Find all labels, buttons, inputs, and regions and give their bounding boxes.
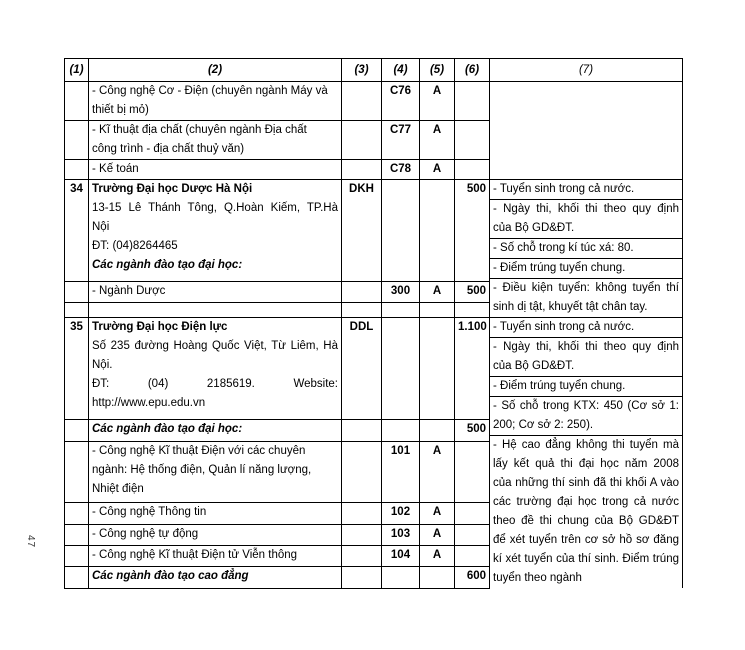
major-name: - Công nghệ Kĩ thuật Điện với các chuyên ngành: Hệ thống điện, Quản lí năng lượng, Nhiệt điện xyxy=(89,441,342,503)
school-info: Trường Đại học Dược Hà Nội 13-15 Lê Thánh Tông, Q.Hoàn Kiếm, TP.Hà Nội ĐT: (04)8264465 Các ngành đào tạo đại học: xyxy=(89,180,342,282)
major-code: 103 xyxy=(382,524,420,545)
col-header-2: (2) xyxy=(89,59,342,82)
school-address: Số 235 đường Hoàng Quốc Việt, Từ Liêm, Hà xyxy=(92,340,338,352)
admission-table xyxy=(64,58,683,589)
exam-block: A xyxy=(420,503,455,524)
col-header-1: (1) xyxy=(65,59,89,82)
school-phone: ĐT: (04)8264465 xyxy=(92,240,178,252)
school-name: Trường Đại học Điện lực xyxy=(92,321,228,333)
header-row xyxy=(65,59,683,82)
exam-block: A xyxy=(420,160,455,180)
section-quota: 500 xyxy=(455,420,490,441)
school-stt: 35 xyxy=(65,318,89,420)
table-row xyxy=(65,82,683,121)
col-header-7: (7) xyxy=(490,59,683,82)
school-name: Trường Đại học Dược Hà Nội xyxy=(92,183,253,195)
col-header-5: (5) xyxy=(420,59,455,82)
major-code: 300 xyxy=(382,281,420,302)
school-row-34 xyxy=(65,180,683,282)
major-code: 101 xyxy=(382,441,420,503)
page-number: 47 xyxy=(25,535,36,549)
major-code: 102 xyxy=(382,503,420,524)
school-website: http://www.epu.edu.vn xyxy=(92,397,206,409)
school-quota: 1.100 xyxy=(455,318,490,420)
school-quota: 500 xyxy=(455,180,490,282)
notes-cell xyxy=(490,82,683,180)
school-row-35 xyxy=(65,318,683,420)
school-phone: ĐT: (04) 2185619. Website: xyxy=(92,378,338,390)
major-name: - Kĩ thuật địa chất (chuyên ngành Địa chất công trình - địa chất thuỷ văn) xyxy=(89,121,342,160)
exam-block: A xyxy=(420,82,455,121)
major-name: - Ngành Dược xyxy=(89,281,342,302)
col-header-6: (6) xyxy=(455,59,490,82)
exam-block: A xyxy=(420,524,455,545)
exam-block: A xyxy=(420,281,455,302)
school-stt: 34 xyxy=(65,180,89,282)
major-name: - Công nghệ Kĩ thuật Điện tử Viễn thông xyxy=(89,545,342,566)
exam-block: A xyxy=(420,121,455,160)
col-header-4: (4) xyxy=(382,59,420,82)
section-label: Các ngành đào tạo cao đẳng xyxy=(89,567,342,588)
section-label: Các ngành đào tạo đại học: xyxy=(92,259,243,271)
school-code: DKH xyxy=(342,180,382,282)
notes-cell: - Tuyển sinh trong cả nước. - Ngày thi, khối thi theo quy định của Bộ GD&ĐT. - Số chỗ trong kí túc xá: 80. - Điểm trúng tuyển chung. - Điều kiện tuyển: không tuyển thí sinh dị tật, khuyết tật chân tay. xyxy=(490,180,683,318)
school-address: 13-15 Lê Thánh Tông, Q.Hoàn Kiếm, TP.Hà xyxy=(92,202,338,214)
major-code: C77 xyxy=(382,121,420,160)
section-label: Các ngành đào tạo đại học: xyxy=(89,420,342,441)
major-code: C76 xyxy=(382,82,420,121)
exam-block: A xyxy=(420,441,455,503)
section-quota: 600 xyxy=(455,567,490,588)
major-code: 104 xyxy=(382,545,420,566)
major-name: - Công nghệ Thông tin xyxy=(89,503,342,524)
notes-cell: - Tuyển sinh trong cả nước. - Ngày thi, khối thi theo quy định của Bộ GD&ĐT. - Điểm trúng tuyển chung. - Số chỗ trong KTX: 450 (Cơ sở 1: 200; Cơ sở 2: 250). - Hệ cao đẳng không thi tuyển mà lấy kết quả thi đại học năm 2008 của những thí sinh đã thi khối A vào các trường đại học trong cả nước theo đề thi chung của Bộ GD&ĐT để xét tuyển trên cơ sở hồ sơ đăng kí xét tuyển của thí sinh. Điểm trúng tuyển theo ngành xyxy=(490,318,683,589)
school-info: Trường Đại học Điện lực Số 235 đường Hoàng Quốc Việt, Từ Liêm, Hà Nội. ĐT: (04) 2185619. Website: http://www.epu.edu.vn xyxy=(89,318,342,420)
school-code: DDL xyxy=(342,318,382,420)
major-quota: 500 xyxy=(455,281,490,302)
major-name: - Công nghệ Cơ - Điện (chuyên ngành Máy và thiết bị mỏ) xyxy=(89,82,342,121)
exam-block: A xyxy=(420,545,455,566)
major-code: C78 xyxy=(382,160,420,180)
col-header-3: (3) xyxy=(342,59,382,82)
major-name: - Công nghệ tự động xyxy=(89,524,342,545)
major-name: - Kế toán xyxy=(89,160,342,180)
